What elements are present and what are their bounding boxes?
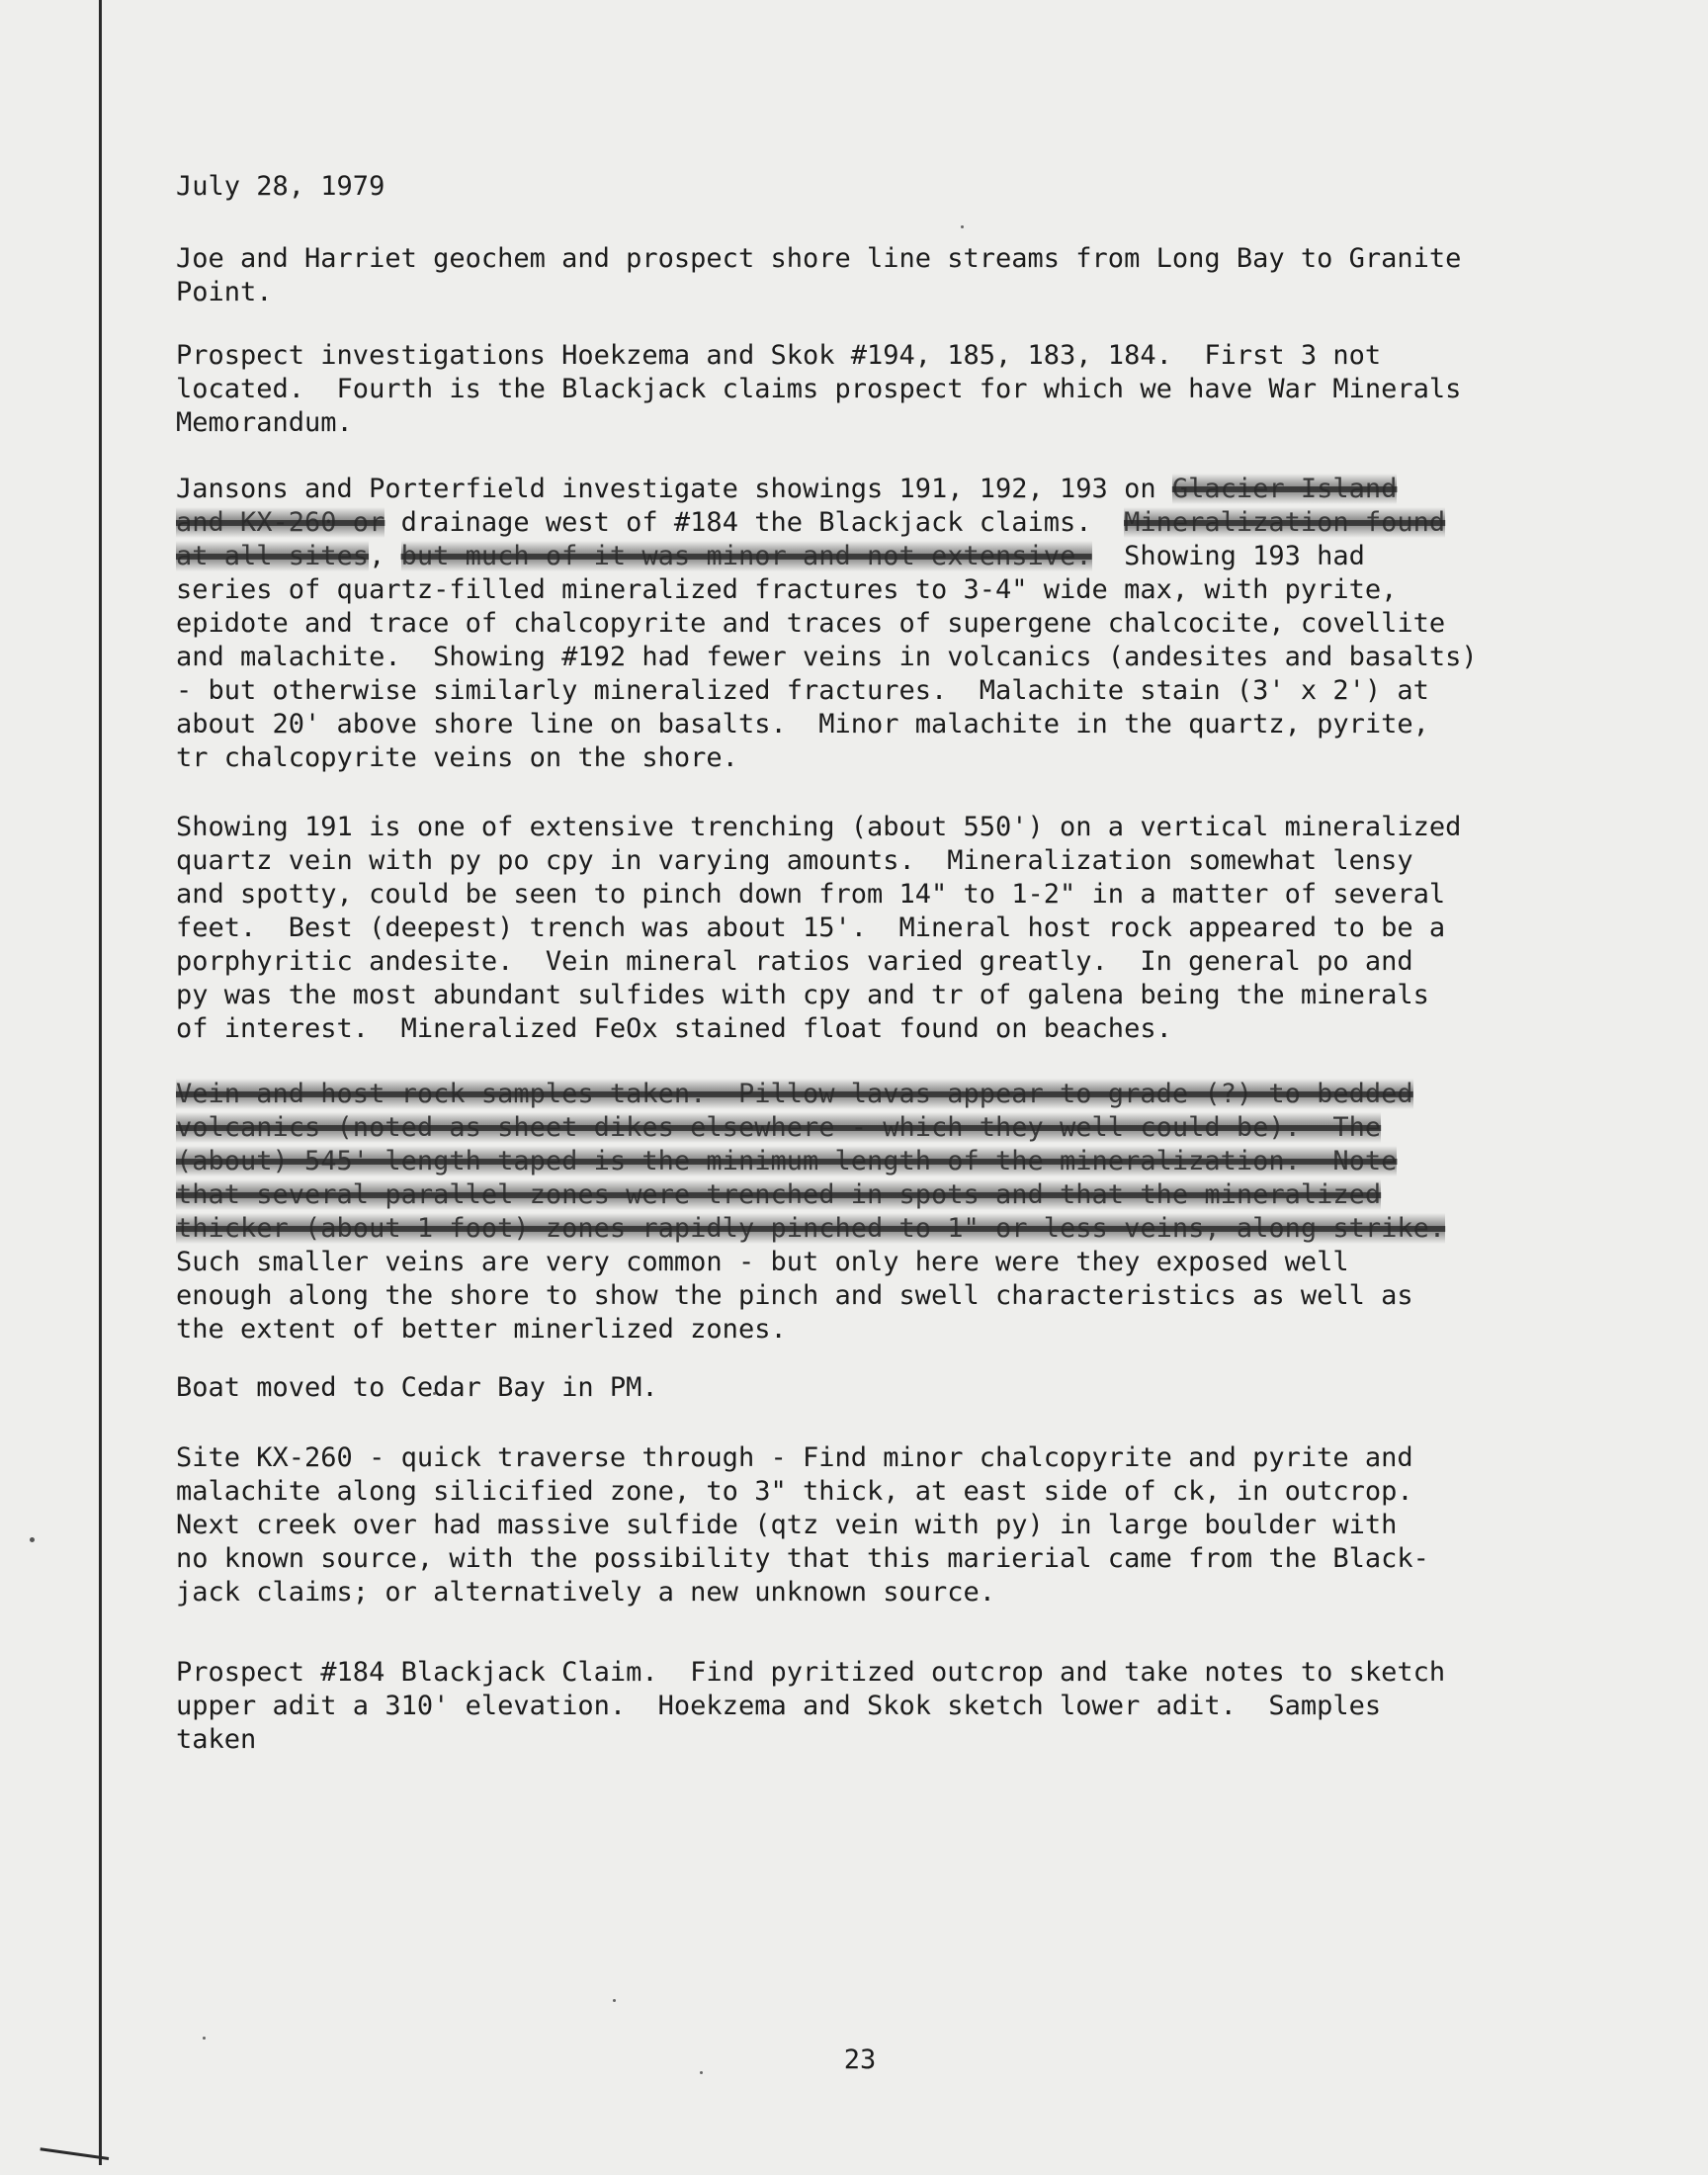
binding-edge-line — [99, 0, 102, 2165]
samples-rest-text: Such smaller veins are very common - but only here were they exposed well enough along the shore to show the pinch and swell characteristics as well as the extent of better minerlized zones. — [176, 1247, 1413, 1345]
struck-text: Glacier Island — [1171, 474, 1398, 504]
entry-date: July 28, 1979 — [176, 171, 385, 202]
showings-rest-text: series of quartz-filled mineralized fractures to 3-4" wide max, with pyrite, epidote and trace of chalcopyrite and traces of supergene chalcocite, covellite and malachite. Showing #192 had fewer veins in volcanics (andesites and basalts) - but otherwise similarly mineralized fractures. Malachite stain (3' x 2') at about 20' above shore line on basalts. Minor malachite in the quartz, pyrite, tr chalcopyrite veins on the shore. — [176, 574, 1478, 773]
paper-speck — [961, 225, 964, 228]
paper-speck — [700, 2071, 703, 2074]
struck-text: and KX-260 or — [176, 507, 385, 538]
page-number: 23 — [843, 2044, 877, 2075]
paragraph-samples — [176, 1078, 1580, 1347]
paragraph-prospect-184: Prospect #184 Blackjack Claim. Find pyritized outcrop and take notes to sketch upper adit a 310' elevation. Hoekzema and Skok sketch lower adit. Samples taken — [176, 1657, 1446, 1755]
struck-line: thicker (about 1 foot) zones rapidly pinched to 1" or less veins, along strike. — [176, 1213, 1446, 1244]
showings-line-3-text: , — [369, 541, 401, 571]
paragraph-geochem: Joe and Harriet geochem and prospect shore line streams from Long Bay to Granite Point. — [176, 243, 1462, 307]
struck-text: but much of it was minor and not extensive. — [400, 541, 1092, 571]
struck-text: at all sites — [176, 541, 370, 571]
paragraph-prospect-investigations: Prospect investigations Hoekzema and Skok #194, 185, 183, 184. First 3 not located. Fourth is the Blackjack claims prospect for which we have War Minerals Memorandum. — [176, 340, 1462, 438]
struck-line: volcanics (noted as sheet dikes elsewhere - which they well could be). The — [176, 1112, 1382, 1143]
showings-line-3-text-end: Showing 193 had — [1091, 541, 1365, 571]
struck-line: (about) 545' length taped is the minimum length of the mineralization. Note — [176, 1146, 1398, 1176]
showings-line-1-text: Jansons and Porterfield investigate showings 191, 192, 193 on — [176, 474, 1172, 504]
struck-line: Vein and host rock samples taken. Pillow lavas appear to grade (?) to bedded — [176, 1079, 1413, 1109]
paragraph-showing-191: Showing 191 is one of extensive trenching (about 550') on a vertical mineralized quartz vein with py po cpy in varying amounts. Mineralization somewhat lensy and spotty, could be seen to pinch down from 14" to 1-2" in a matter of several feet. Best (deepest) trench was about 15'. Mineral host rock appeared to be a porphyritic andesite. Vein mineral ratios varied greatly. In general po and py was the most abundant sulfides with cpy and tr of galena being the minerals of interest. Mineralized FeOx stained float found on beaches. — [176, 812, 1462, 1044]
paragraph-boat-moved: Boat moved to Cedar Bay in PM. — [176, 1372, 658, 1403]
margin-speck — [30, 1537, 35, 1542]
paper-speck — [203, 2037, 206, 2040]
paragraph-site-kx-260: Site KX-260 - quick traverse through - Find minor chalcopyrite and pyrite and malachite along silicified zone, to 3" thick, at east side of ck, in outcrop. Next creek over had massive sulfide (qtz vein with py) in large boulder with no known source, with the possibility that this marierial came from the Black- jack claims; or alternatively a new unknown source. — [176, 1442, 1429, 1608]
struck-text: Mineralization found — [1124, 507, 1446, 538]
paragraph-showings — [176, 473, 1580, 775]
paper-speck — [613, 1999, 616, 2002]
showings-line-2-text: drainage west of #184 the Blackjack claims. — [384, 507, 1125, 538]
struck-line: that several parallel zones were trenched in spots and that the mineralized — [176, 1179, 1382, 1210]
